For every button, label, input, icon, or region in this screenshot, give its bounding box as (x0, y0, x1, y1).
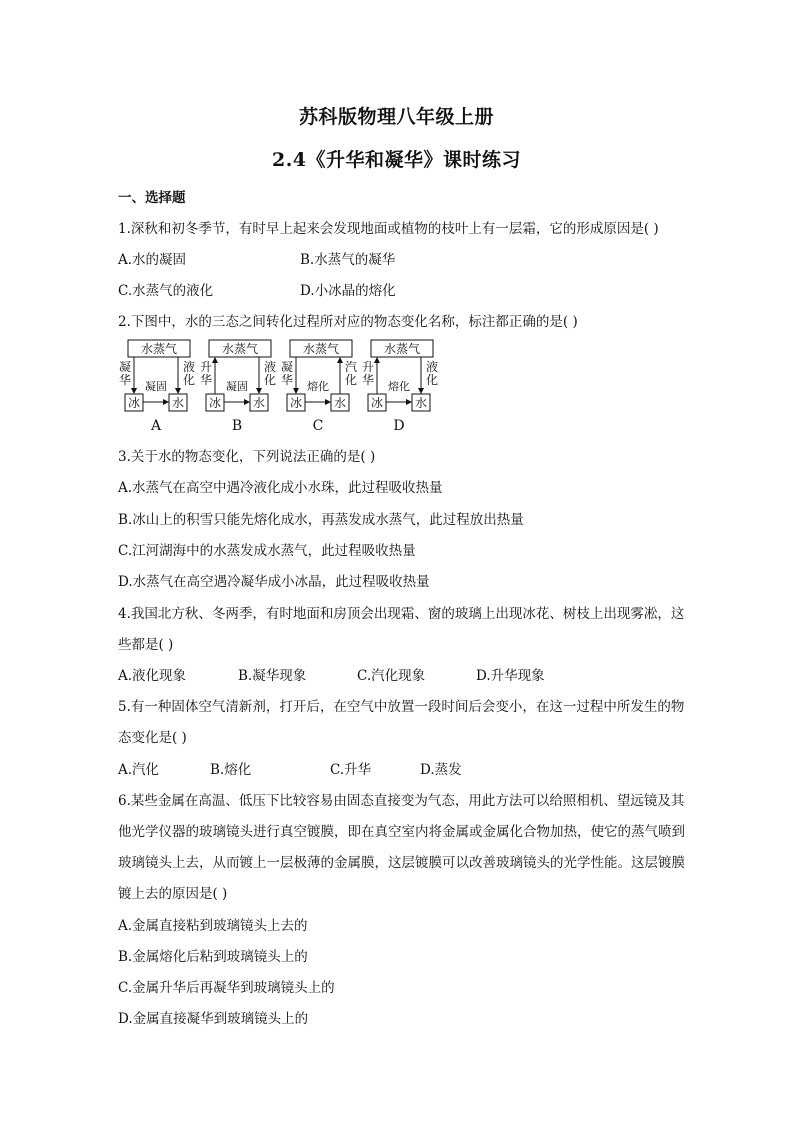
question-6-text-line-4: 镀上去的原因是( ) (118, 886, 228, 902)
ice-label: 冰 (289, 396, 303, 410)
diagram-option-label: A (150, 418, 162, 434)
section-heading: 一、选择题 (118, 190, 186, 206)
diagram-option-label: C (312, 418, 324, 434)
question-4-option-d: D.升华现象 (476, 668, 545, 684)
right-process-label: 汽化 (344, 360, 358, 387)
question-1-text: 1.深秋和初冬季节，有时早上起来会发现地面或植物的枝叶上有一层霜，它的形成原因是( ) (118, 221, 659, 237)
right-process-label: 液化 (182, 360, 196, 387)
question-6-option-d: D.金属直接凝华到玻璃镜头上的 (118, 1011, 309, 1027)
question-6-option-c: C.金属升华后再凝华到玻璃镜头上的 (118, 980, 335, 996)
question-5-text-line-1: 5.有一种固体空气清新剂，打开后，在空气中放置一段时间后会变小，在这一过程中所发生的物 (118, 699, 685, 715)
question-1-option-d: D.小冰晶的熔化 (300, 283, 396, 299)
diagram-d (362, 340, 438, 434)
ice-label: 冰 (127, 396, 141, 410)
diagram-option-label: D (393, 418, 405, 434)
question-3-text: 3.关于水的物态变化，下列说法正确的是( ) (118, 449, 376, 465)
question-1-option-c: C.水蒸气的液化 (118, 283, 214, 299)
phase-change-diagram (118, 338, 448, 434)
question-5-text-line-2: 态变化是( ) (118, 730, 187, 746)
left-process-label: 升华 (199, 360, 213, 387)
question-3-option-a: A.水蒸气在高空中遇冷液化成小水珠，此过程吸收热量 (118, 480, 443, 496)
document-subtitle: 2.4《升华和凝华》课时练习 (271, 149, 522, 171)
middle-process-label: 熔化 (388, 380, 410, 393)
question-4-text-line-2: 些都是( ) (118, 637, 174, 653)
vapor-label: 水蒸气 (302, 342, 340, 356)
question-4-option-c: C.汽化现象 (357, 668, 426, 684)
middle-process-label: 凝固 (145, 380, 167, 393)
diagram-a (119, 340, 195, 434)
left-process-label: 凝华 (280, 360, 294, 387)
question-5-option-b: B.熔化 (210, 762, 252, 778)
right-process-label: 液化 (263, 360, 277, 387)
question-6-text-line-3: 玻璃镜头上去，从而镀上一层极薄的金属膜，这层镀膜可以改善玻璃镜头的光学性能。这层镀膜 (118, 855, 685, 871)
ice-label: 冰 (370, 396, 384, 410)
water-label: 水 (252, 396, 266, 410)
middle-process-label: 凝固 (226, 380, 248, 393)
question-4-text-line-1: 4.我国北方秋、冬两季，有时地面和房顶会出现霜、窗的玻璃上出现冰花、树枝上出现雾凇，这 (118, 606, 685, 622)
question-5-option-a: A.汽化 (118, 762, 160, 778)
diagram-c (281, 340, 357, 434)
question-3-option-c: C.江河湖海中的水蒸发成水蒸气，此过程吸收热量 (118, 543, 416, 559)
question-2-text: 2.下图中，水的三态之间转化过程所对应的物态变化名称，标注都正确的是( ) (118, 314, 578, 330)
ice-label: 冰 (208, 396, 222, 410)
question-4-option-a: A.液化现象 (118, 668, 187, 684)
diagram-b (200, 340, 276, 434)
question-5-option-c: C.升华 (330, 762, 372, 778)
water-label: 水 (414, 396, 428, 410)
question-6-option-a: A.金属直接粘到玻璃镜头上去的 (118, 918, 308, 934)
question-5-option-d: D.蒸发 (420, 762, 462, 778)
question-3-option-d: D.水蒸气在高空遇冷凝华成小冰晶，此过程吸收热量 (118, 574, 430, 590)
left-process-label: 凝华 (118, 360, 132, 387)
question-6-text-line-2: 他光学仪器的玻璃镜头进行真空镀膜，即在真空室内将金属或金属化合物加热，使它的蒸气喷到 (118, 824, 685, 840)
water-label: 水 (333, 396, 347, 410)
question-6-text-line-1: 6.某些金属在高温、低压下比较容易由固态直接变为气态，用此方法可以给照相机、望远镜及其 (118, 793, 685, 809)
question-1-option-a: A.水的凝固 (118, 252, 187, 268)
document-title: 苏科版物理八年级上册 (298, 106, 494, 128)
question-6-option-b: B.金属熔化后粘到玻璃镜头上的 (118, 949, 308, 965)
diagram-option-label: B (231, 418, 243, 434)
vapor-label: 水蒸气 (383, 342, 421, 356)
vapor-label: 水蒸气 (140, 342, 178, 356)
question-1-option-b: B.水蒸气的凝华 (300, 252, 396, 268)
middle-process-label: 熔化 (307, 380, 329, 393)
left-process-label: 升华 (361, 360, 375, 387)
question-3-option-b: B.冰山上的积雪只能先熔化成水，再蒸发成水蒸气，此过程放出热量 (118, 512, 524, 528)
vapor-label: 水蒸气 (221, 342, 259, 356)
water-label: 水 (171, 396, 185, 410)
right-process-label: 液化 (425, 360, 439, 387)
question-4-option-b: B.凝华现象 (238, 668, 307, 684)
